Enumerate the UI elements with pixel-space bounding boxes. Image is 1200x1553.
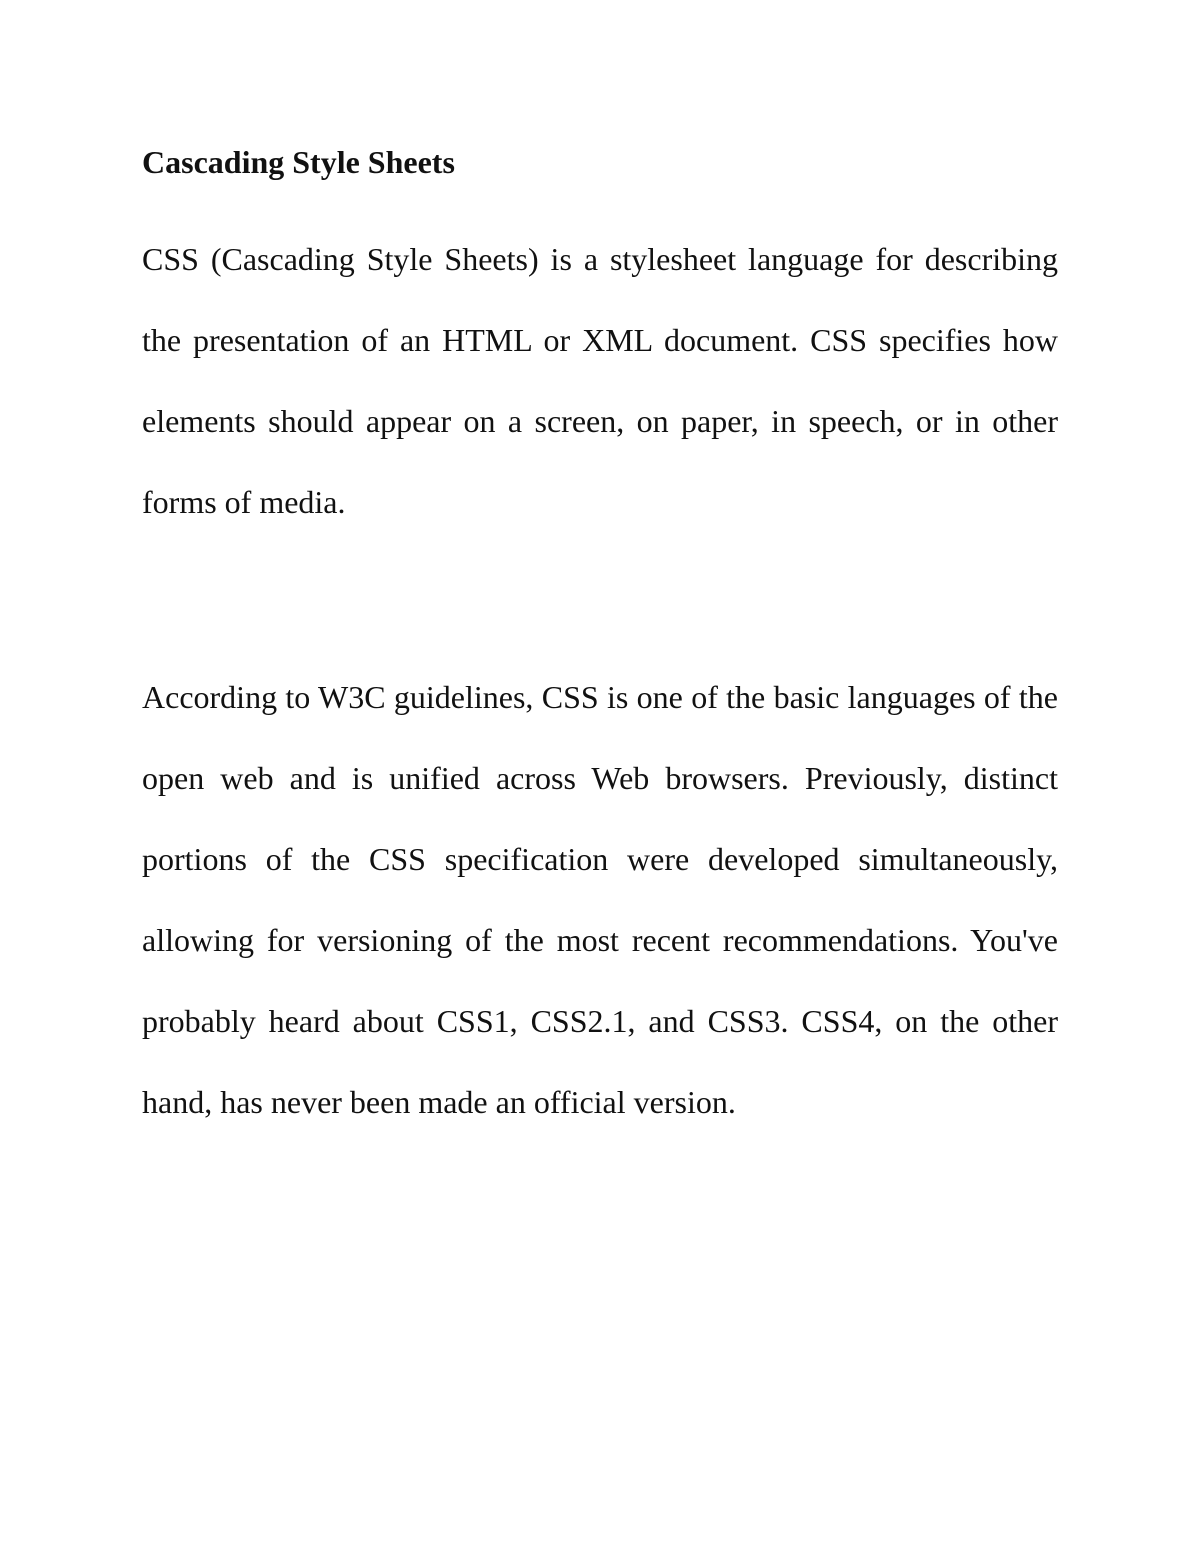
paragraph-css-history: According to W3C guidelines, CSS is one of the basic languages of the open web and is unified across Web browsers. Previously, distinct portions of the CSS specification were developed simultaneously, allowing for versioning of the most recent recommendations. You've probably heard about CSS1, CSS2.1, and CSS3. CSS4, on the other hand, has never been made an official version. — [142, 679, 1058, 1120]
document-title: Cascading Style Sheets — [142, 144, 455, 180]
paragraph-css-definition: CSS (Cascading Style Sheets) is a stylesheet language for describing the presentation of an HTML or XML document. CSS specifies how elements should appear on a screen, on paper, in speech, or in other forms of media. — [142, 241, 1058, 520]
